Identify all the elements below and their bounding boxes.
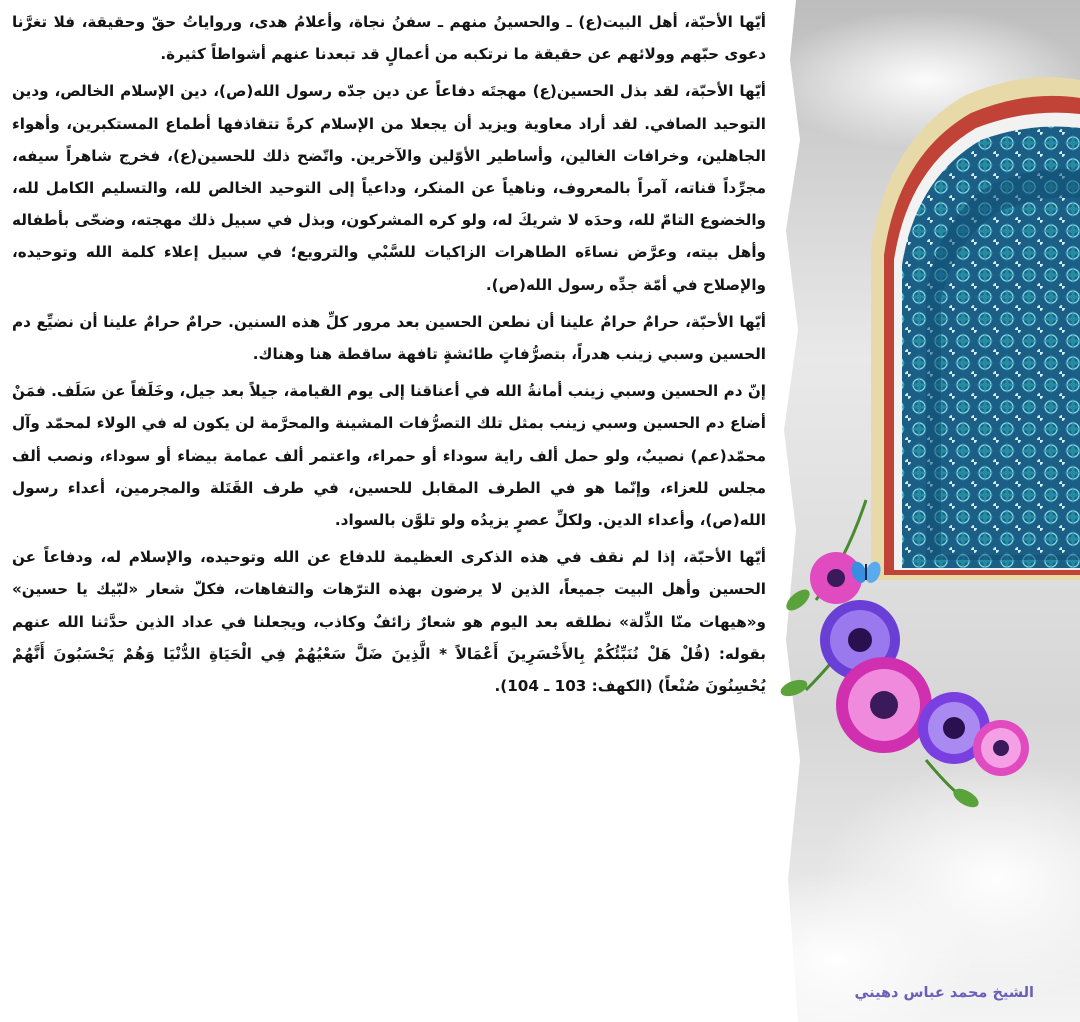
paragraph: أيّها الأحبّة، إذا لم نقف في هذه الذكرى العظيمة للدفاع عن الله وتوحيده، والإسلام له، ودفاعاً عن الحسين وأهل البيت جميعاً، الذين لا يرضون بهذه الترّهات والتفاهات، فكلّ شعار «لبّيك يا حسين» و«هيهات منّا الذِّلة» نطلقه بعد اليوم هو شعارٌ زائفٌ وكاذب، ويجعلنا في عداد الذين حدَّثنا الله عنهم بقوله: (قُلْ هَلْ نُنَبِّئُكُمْ بِالأَخْسَرِينَ أَعْمَالاً * الَّذِينَ ضَلَّ سَعْيُهُمْ فِي الْحَيَاةِ الدُّنْيَا وَهُمْ يَحْسَبُونَ أَنَّهُمْ يُحْسِنُونَ صُنْعاً) (الكهف: 103 ـ 104). <box>12 548 766 696</box>
author-signature: الشيخ محمد عباس دهيني <box>854 985 1034 1001</box>
paragraph: أيّها الأحبّة، حرامٌ حرامٌ علينا أن نطعن الحسين بعد مرور كلِّ هذه السنين. حرامٌ حرامٌ علينا أن نضيِّع دم الحسين وسبي زينب هدراً، بتصرُّفاتٍ طائشةٍ تافهة ساقطة هنا وهناك. <box>12 312 766 364</box>
paragraph: أيّها الأحبّة، أهل البيت(ع) ـ والحسينُ منهم ـ سفنُ نجاة، وأعلامُ هدى، ورواياتُ حقّ وحقيقة، فلا تغرَّنا دعوى حبّهم وولائهم عن حقيقة ما نرتكبه من أعمالٍ قد تبعدنا عنهم أشواطاً كثيرة. <box>12 13 766 64</box>
paragraph: إنّ دم الحسين وسبي زينب أمانةُ الله في أعناقنا إلى يوم القيامة، جيلاً بعد جيل، وخَلَفاً عن سَلَف. فمَنْ أضاع دم الحسين وسبي زينب بمثل تلك التصرُّفات المشينة والمحرَّمة لن يكون له في الولاء لمحمّد وآل محمّد(عم) نصيبٌ، ولو حمل ألف راية سوداء أو حمراء، واعتمر ألف عمامة بيضاء أو سوداء، ونصب ألف مجلس للعزاء، وإنّما هو في الطرف المقابل للحسين، في طرف القَتَلة والمجرمين، أعداء رسول الله(ص)، وأعداء الدين. ولكلِّ عصرٍ يزيدُه ولو تلوَّن بالسواد. <box>12 382 766 530</box>
decorative-side-art <box>776 0 1080 1022</box>
paragraph: أيّها الأحبّة، لقد بذل الحسين(ع) مهجتَه دفاعاً عن دين جدّه رسول الله(ص)، دين الإسلام الخالص، ودين التوحيد الصافي. لقد أراد معاوية ويزيد أن يجعلا من الإسلام كرةً تتقاذفها أطماع المستكبرين، وأهواء الجاهلين، وخرافات الغالين، وأساطير الأوّلين والآخرين. واتّضح ذلك للحسين(ع)، فخرج شاهراً سيفه، مجرِّداً قناته، آمراً بالمعروف، وناهياً عن المنكر، وداعياً إلى التوحيد الخالص لله، والتسليم الكامل لله، والخضوع التامّ لله، وحدَه لا شريكَ له، ولو كره المشركون، وبذل في سبيل ذلك مهجته، وضحّى بأطفاله وأهل بيته، وعرَّض نساءَه الطاهرات الزاكيات للسَّبْي والترويع؛ في سبيل إعلاء كلمة الله وتوحيده، والإصلاح في أمّة جدِّه رسول الله(ص). <box>12 82 766 294</box>
